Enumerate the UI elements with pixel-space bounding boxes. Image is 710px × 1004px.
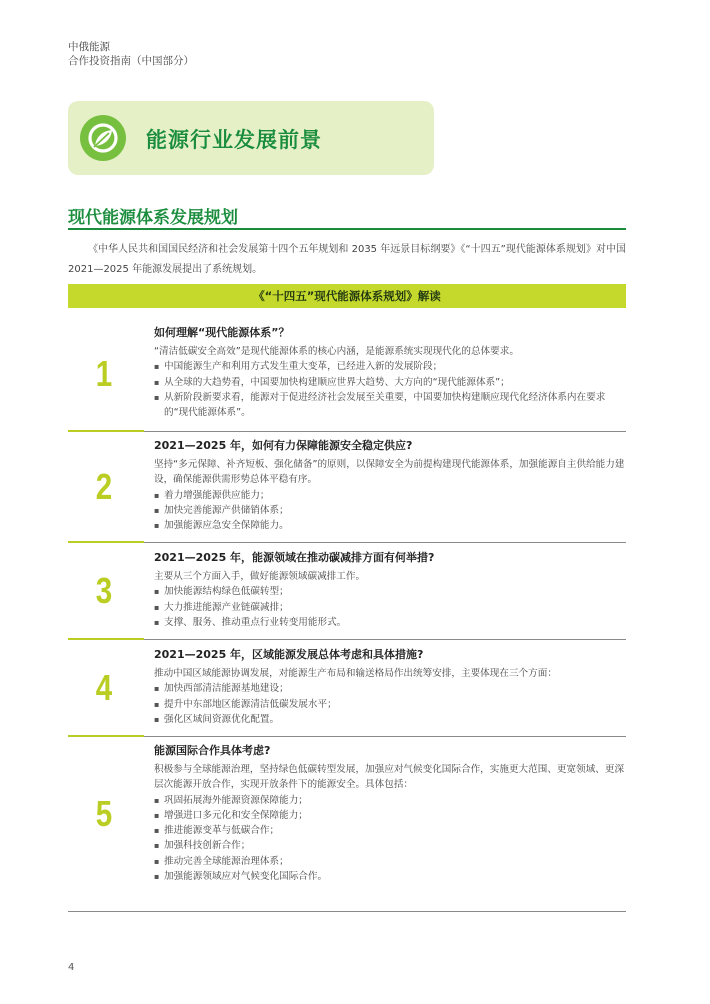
table-bottom-border <box>68 911 626 912</box>
page-number: 4 <box>68 962 75 973</box>
running-header <box>68 40 194 68</box>
list-item: ▪ 加强科技创新合作； <box>154 838 626 853</box>
list-item: ▪ 从新阶段新要求看，能源对于促进经济社会发展至关重要，中国要加快构建顺应现代化经济体系内在要求的“现代能源体系”。 <box>154 390 626 421</box>
bullet-list <box>154 681 626 727</box>
row-question: 2021—2025 年，如何有力保障能源安全稳定供应? <box>154 439 413 452</box>
section-divider <box>68 228 626 230</box>
list-item: ▪ 推进能源变革与低碳合作； <box>154 823 626 838</box>
list-item: ▪ 强化区域间资源优化配置。 <box>154 712 626 727</box>
row-number: 4 <box>95 667 113 708</box>
bullet-list <box>154 488 626 534</box>
list-item: ▪ 大力推进能源产业链碳减排； <box>154 600 626 615</box>
section-intro: 《中华人民共和国国民经济和社会发展第十四个五年规划和 2035 年远景目标纲要》《“十四五”现代能源体系规划》对中国 2021—2025 年能源发展提出了系统规划。 <box>68 244 626 275</box>
row-number: 2 <box>95 466 113 507</box>
list-item: ▪ 加快完善能源产供储销体系； <box>154 503 626 518</box>
list-item: ▪ 支撑、服务、推动重点行业转变用能形式。 <box>154 615 626 630</box>
list-item: ▪ 巩固拓展海外能源资源保障能力； <box>154 793 626 808</box>
list-item: ▪ 中国能源生产和利用方式发生重大变革，已经进入新的发展阶段； <box>154 359 626 374</box>
table-row-3 <box>68 543 626 639</box>
list-item: ▪ 从全球的大趋势看，中国要加快构建顺应世界大趋势、大方向的“现代能源体系”； <box>154 375 626 390</box>
header-line-2: 合作投资指南（中国部分） <box>68 55 194 67</box>
list-item: ▪ 加强能源应急安全保障能力。 <box>154 518 626 533</box>
bullet-list <box>154 584 626 630</box>
row-paragraph: 推动中国区域能源协调发展，对能源生产布局和输送格局作出统筹安排，主要体现在三个方面： <box>154 668 557 679</box>
row-paragraph: 积极参与全球能源治理，坚持绿色低碳转型发展，加强应对气候变化国际合作，实施更大范围、更宽领域、更深层次能源开放合作，实现开放条件下的能源安全。具体包括： <box>154 764 625 791</box>
table-header: 《“十四五”现代能源体系规划》解读 <box>68 284 626 308</box>
header-line-1: 中俄能源 <box>68 41 110 53</box>
list-item: ▪ 加快西部清洁能源基地建设； <box>154 681 626 696</box>
row-question: 2021—2025 年，区域能源发展总体考虑和具体措施? <box>154 648 424 661</box>
list-item: ▪ 推动完善全球能源治理体系； <box>154 854 626 869</box>
list-item: ▪ 提升中东部地区能源清洁低碳发展水平； <box>154 697 626 712</box>
row-number: 1 <box>95 353 113 394</box>
row-paragraph: 坚持“多元保障、补齐短板、强化储备”的原则，以保障安全为前提构建现代能源体系，加强能源自主供给能力建设，确保能源供需形势总体平稳有序。 <box>154 459 625 486</box>
list-item: ▪ 加快能源结构绿色低碳转型； <box>154 584 626 599</box>
table-row-4 <box>68 640 626 736</box>
section-title: 现代能源体系发展规划 <box>68 208 238 228</box>
table-row-1 <box>68 318 626 430</box>
list-item: ▪ 加强能源领域应对气候变化国际合作。 <box>154 869 626 884</box>
row-number: 3 <box>95 570 113 611</box>
row-paragraph: 主要从三个方面入手，做好能源领域碳减排工作。 <box>154 571 366 582</box>
row-question: 2021—2025 年，能源领域在推动碳减排方面有何举措? <box>154 551 435 564</box>
chapter-title: 能源行业发展前景 <box>146 128 322 152</box>
chapter-banner <box>68 101 434 175</box>
table-row-5 <box>68 737 626 890</box>
bullet-list <box>154 793 626 885</box>
bullet-list <box>154 359 626 420</box>
row-number: 5 <box>95 792 113 834</box>
list-item: ▪ 增强进口多元化和安全保障能力； <box>154 808 626 823</box>
list-item: ▪ 着力增强能源供应能力； <box>154 488 626 503</box>
table-row-2 <box>68 432 626 542</box>
leaf-icon <box>80 115 126 161</box>
row-question: 如何理解“现代能源体系”？ <box>154 326 290 339</box>
row-paragraph: “清洁低碳安全高效”是现代能源体系的核心内涵，是能源系统实现现代化的总体要求。 <box>154 346 519 357</box>
row-question: 能源国际合作具体考虑? <box>154 744 271 757</box>
